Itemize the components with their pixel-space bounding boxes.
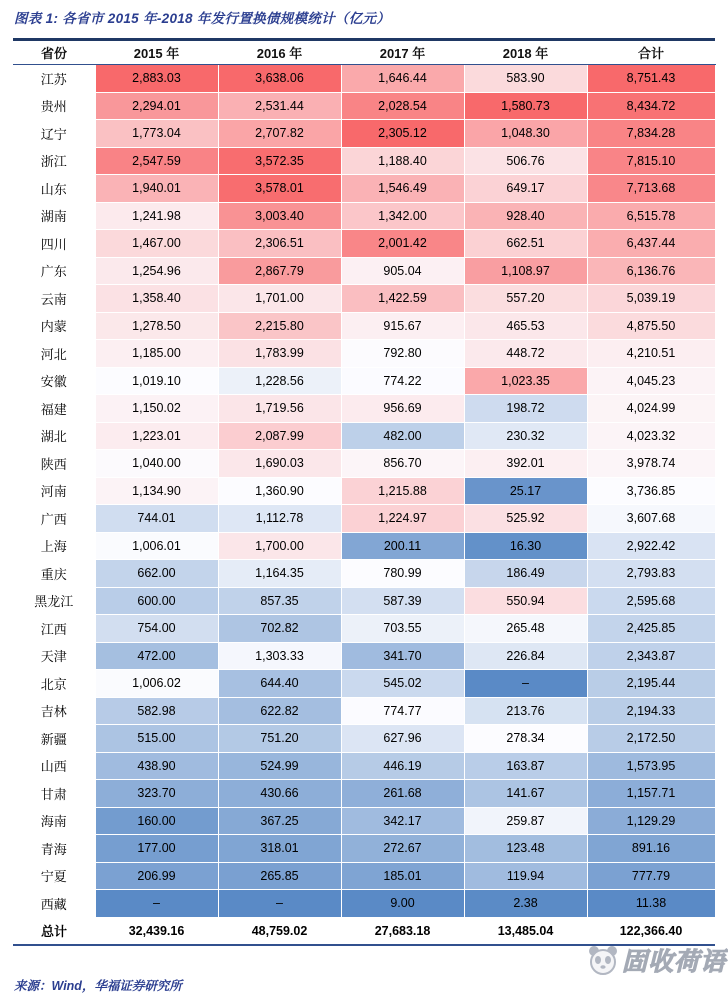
value-cell: 2,793.83 xyxy=(587,560,715,588)
value-cell: 2,172.50 xyxy=(587,725,715,753)
value-cell: 506.76 xyxy=(464,147,587,175)
value-cell: 32,439.16 xyxy=(95,917,218,945)
value-cell: 1,108.97 xyxy=(464,257,587,285)
value-cell: 2,194.33 xyxy=(587,697,715,725)
value-cell: 891.16 xyxy=(587,835,715,863)
value-cell: 2.38 xyxy=(464,890,587,918)
value-cell: 4,024.99 xyxy=(587,395,715,423)
value-cell: 774.77 xyxy=(341,697,464,725)
value-cell: 323.70 xyxy=(95,780,218,808)
value-cell: 792.80 xyxy=(341,340,464,368)
column-header: 合计 xyxy=(587,40,715,65)
value-cell: 318.01 xyxy=(218,835,341,863)
value-cell: 3,003.40 xyxy=(218,202,341,230)
value-cell: 1,134.90 xyxy=(95,477,218,505)
province-cell: 山西 xyxy=(13,752,95,780)
value-cell: – xyxy=(464,670,587,698)
column-header: 2016 年 xyxy=(218,40,341,65)
value-cell: 3,736.85 xyxy=(587,477,715,505)
value-cell: 430.66 xyxy=(218,780,341,808)
value-cell: 4,875.50 xyxy=(587,312,715,340)
value-cell: 2,215.80 xyxy=(218,312,341,340)
province-cell: 上海 xyxy=(13,532,95,560)
value-cell: 702.82 xyxy=(218,615,341,643)
value-cell: 1,157.71 xyxy=(587,780,715,808)
value-cell: 644.40 xyxy=(218,670,341,698)
watermark xyxy=(585,942,726,978)
value-cell: 1,690.03 xyxy=(218,450,341,478)
value-cell: 6,437.44 xyxy=(587,230,715,258)
value-cell: 1,278.50 xyxy=(95,312,218,340)
province-cell: 甘肃 xyxy=(13,780,95,808)
province-cell: 内蒙 xyxy=(13,312,95,340)
province-cell: 总计 xyxy=(13,917,95,945)
value-cell: 261.68 xyxy=(341,780,464,808)
value-cell: 857.35 xyxy=(218,587,341,615)
value-cell: 1,254.96 xyxy=(95,257,218,285)
value-cell: 3,978.74 xyxy=(587,450,715,478)
table-row xyxy=(13,395,715,423)
value-cell: 1,303.33 xyxy=(218,642,341,670)
province-cell: 重庆 xyxy=(13,560,95,588)
table-row xyxy=(13,147,715,175)
table-row xyxy=(13,230,715,258)
value-cell: 1,228.56 xyxy=(218,367,341,395)
value-cell: 2,922.42 xyxy=(587,532,715,560)
value-cell: 472.00 xyxy=(95,642,218,670)
value-cell: 465.53 xyxy=(464,312,587,340)
value-cell: 662.00 xyxy=(95,560,218,588)
value-cell: 3,578.01 xyxy=(218,175,341,203)
value-cell: 905.04 xyxy=(341,257,464,285)
province-cell: 贵州 xyxy=(13,92,95,120)
value-cell: 163.87 xyxy=(464,752,587,780)
value-cell: 177.00 xyxy=(95,835,218,863)
value-cell: 751.20 xyxy=(218,725,341,753)
value-cell: 186.49 xyxy=(464,560,587,588)
value-cell: 1,223.01 xyxy=(95,422,218,450)
province-cell: 安徽 xyxy=(13,367,95,395)
value-cell: 141.67 xyxy=(464,780,587,808)
value-cell: 1,467.00 xyxy=(95,230,218,258)
value-cell: 1,940.01 xyxy=(95,175,218,203)
value-cell: 1,783.99 xyxy=(218,340,341,368)
value-cell: 438.90 xyxy=(95,752,218,780)
value-cell: 213.76 xyxy=(464,697,587,725)
value-cell: 272.67 xyxy=(341,835,464,863)
table-row xyxy=(13,807,715,835)
value-cell: 7,834.28 xyxy=(587,120,715,148)
panda-logo-icon xyxy=(585,944,621,977)
province-cell: 广西 xyxy=(13,505,95,533)
value-cell: 278.34 xyxy=(464,725,587,753)
column-header: 2017 年 xyxy=(341,40,464,65)
value-cell: 1,150.02 xyxy=(95,395,218,423)
value-cell: 2,547.59 xyxy=(95,147,218,175)
value-cell: 3,638.06 xyxy=(218,65,341,93)
value-cell: 1,360.90 xyxy=(218,477,341,505)
value-cell: 200.11 xyxy=(341,532,464,560)
value-cell: 622.82 xyxy=(218,697,341,725)
value-cell: 956.69 xyxy=(341,395,464,423)
value-cell: 1,646.44 xyxy=(341,65,464,93)
table-row xyxy=(13,477,715,505)
value-cell: 627.96 xyxy=(341,725,464,753)
value-cell: 4,210.51 xyxy=(587,340,715,368)
table-row xyxy=(13,697,715,725)
value-cell: 1,188.40 xyxy=(341,147,464,175)
value-cell: 2,087.99 xyxy=(218,422,341,450)
figure-title: 图表 1: 各省市 2015 年-2018 年发行置换债规模统计（亿元） xyxy=(14,11,391,26)
province-cell: 福建 xyxy=(13,395,95,423)
value-cell: 744.01 xyxy=(95,505,218,533)
value-cell: 27,683.18 xyxy=(341,917,464,945)
value-cell: – xyxy=(218,890,341,918)
table-row xyxy=(13,120,715,148)
value-cell: 2,028.54 xyxy=(341,92,464,120)
table-row xyxy=(13,202,715,230)
value-cell: 160.00 xyxy=(95,807,218,835)
value-cell: 928.40 xyxy=(464,202,587,230)
value-cell: 392.01 xyxy=(464,450,587,478)
value-cell: 550.94 xyxy=(464,587,587,615)
value-cell: 265.48 xyxy=(464,615,587,643)
province-cell: 湖南 xyxy=(13,202,95,230)
value-cell: 780.99 xyxy=(341,560,464,588)
value-cell: 1,241.98 xyxy=(95,202,218,230)
value-cell: 2,425.85 xyxy=(587,615,715,643)
province-cell: 陕西 xyxy=(13,450,95,478)
value-cell: 13,485.04 xyxy=(464,917,587,945)
value-cell: 1,701.00 xyxy=(218,285,341,313)
table-row xyxy=(13,175,715,203)
value-cell: 9.00 xyxy=(341,890,464,918)
table-row xyxy=(13,340,715,368)
value-cell: 1,773.04 xyxy=(95,120,218,148)
value-cell: 1,023.35 xyxy=(464,367,587,395)
watermark-text: 固收荷语 xyxy=(621,948,726,976)
value-cell: 3,607.68 xyxy=(587,505,715,533)
value-cell: 448.72 xyxy=(464,340,587,368)
table-row xyxy=(13,642,715,670)
table-row xyxy=(13,835,715,863)
province-cell: 广东 xyxy=(13,257,95,285)
province-cell: 吉林 xyxy=(13,697,95,725)
value-cell: 600.00 xyxy=(95,587,218,615)
value-cell: 2,305.12 xyxy=(341,120,464,148)
value-cell: 16.30 xyxy=(464,532,587,560)
province-cell: 新疆 xyxy=(13,725,95,753)
table-row xyxy=(13,532,715,560)
value-cell: 1,573.95 xyxy=(587,752,715,780)
value-cell: 777.79 xyxy=(587,862,715,890)
table-row xyxy=(13,257,715,285)
table-row xyxy=(13,752,715,780)
value-cell: – xyxy=(95,890,218,918)
source-note: 来源：Wind，华福证券研究所 xyxy=(14,979,182,993)
table-header xyxy=(13,40,715,65)
value-cell: 259.87 xyxy=(464,807,587,835)
value-cell: 265.85 xyxy=(218,862,341,890)
province-cell: 山东 xyxy=(13,175,95,203)
table-body xyxy=(13,65,715,946)
value-cell: 342.17 xyxy=(341,807,464,835)
value-cell: 122,366.40 xyxy=(587,917,715,945)
province-cell: 黑龙江 xyxy=(13,587,95,615)
value-cell: 4,045.23 xyxy=(587,367,715,395)
value-cell: 1,422.59 xyxy=(341,285,464,313)
table-row xyxy=(13,615,715,643)
value-cell: 662.51 xyxy=(464,230,587,258)
value-cell: 649.17 xyxy=(464,175,587,203)
value-cell: 5,039.19 xyxy=(587,285,715,313)
province-cell: 江西 xyxy=(13,615,95,643)
province-cell: 辽宁 xyxy=(13,120,95,148)
value-cell: 856.70 xyxy=(341,450,464,478)
value-cell: 1,215.88 xyxy=(341,477,464,505)
province-cell: 云南 xyxy=(13,285,95,313)
value-cell: 1,185.00 xyxy=(95,340,218,368)
table-row xyxy=(13,450,715,478)
table-row xyxy=(13,367,715,395)
table-row xyxy=(13,285,715,313)
value-cell: 2,306.51 xyxy=(218,230,341,258)
table-row xyxy=(13,862,715,890)
table-row xyxy=(13,587,715,615)
province-cell: 江苏 xyxy=(13,65,95,93)
province-cell: 浙江 xyxy=(13,147,95,175)
value-cell: 226.84 xyxy=(464,642,587,670)
value-cell: 2,707.82 xyxy=(218,120,341,148)
value-cell: 446.19 xyxy=(341,752,464,780)
value-cell: 7,815.10 xyxy=(587,147,715,175)
table-row xyxy=(13,505,715,533)
province-cell: 西藏 xyxy=(13,890,95,918)
province-cell: 天津 xyxy=(13,642,95,670)
value-cell: 703.55 xyxy=(341,615,464,643)
province-cell: 湖北 xyxy=(13,422,95,450)
value-cell: 2,343.87 xyxy=(587,642,715,670)
value-cell: 1,164.35 xyxy=(218,560,341,588)
value-cell: 2,294.01 xyxy=(95,92,218,120)
value-cell: 6,136.76 xyxy=(587,257,715,285)
column-header: 省份 xyxy=(13,40,95,65)
table-row xyxy=(13,312,715,340)
table-row xyxy=(13,725,715,753)
value-cell: 587.39 xyxy=(341,587,464,615)
value-cell: 1,358.40 xyxy=(95,285,218,313)
table-row xyxy=(13,65,715,93)
table-row xyxy=(13,890,715,918)
value-cell: 2,883.03 xyxy=(95,65,218,93)
table-row xyxy=(13,422,715,450)
value-cell: 2,867.79 xyxy=(218,257,341,285)
value-cell: 545.02 xyxy=(341,670,464,698)
table-row xyxy=(13,560,715,588)
value-cell: 25.17 xyxy=(464,477,587,505)
value-cell: 8,751.43 xyxy=(587,65,715,93)
value-cell: 1,342.00 xyxy=(341,202,464,230)
value-cell: 367.25 xyxy=(218,807,341,835)
value-cell: 48,759.02 xyxy=(218,917,341,945)
province-cell: 四川 xyxy=(13,230,95,258)
value-cell: 774.22 xyxy=(341,367,464,395)
value-cell: 206.99 xyxy=(95,862,218,890)
province-cell: 宁夏 xyxy=(13,862,95,890)
value-cell: 1,700.00 xyxy=(218,532,341,560)
value-cell: 1,129.29 xyxy=(587,807,715,835)
value-cell: 198.72 xyxy=(464,395,587,423)
heatmap-table xyxy=(13,38,716,946)
value-cell: 524.99 xyxy=(218,752,341,780)
column-header: 2015 年 xyxy=(95,40,218,65)
value-cell: 754.00 xyxy=(95,615,218,643)
value-cell: 1,224.97 xyxy=(341,505,464,533)
value-cell: 1,546.49 xyxy=(341,175,464,203)
value-cell: 1,580.73 xyxy=(464,92,587,120)
value-cell: 1,006.02 xyxy=(95,670,218,698)
value-cell: 482.00 xyxy=(341,422,464,450)
value-cell: 230.32 xyxy=(464,422,587,450)
header-row xyxy=(13,40,715,65)
total-row xyxy=(13,917,715,945)
value-cell: 4,023.32 xyxy=(587,422,715,450)
column-header: 2018 年 xyxy=(464,40,587,65)
value-cell: 3,572.35 xyxy=(218,147,341,175)
province-cell: 海南 xyxy=(13,807,95,835)
value-cell: 525.92 xyxy=(464,505,587,533)
province-cell: 河北 xyxy=(13,340,95,368)
value-cell: 1,019.10 xyxy=(95,367,218,395)
table-row xyxy=(13,670,715,698)
value-cell: 8,434.72 xyxy=(587,92,715,120)
value-cell: 123.48 xyxy=(464,835,587,863)
value-cell: 1,006.01 xyxy=(95,532,218,560)
value-cell: 1,048.30 xyxy=(464,120,587,148)
value-cell: 6,515.78 xyxy=(587,202,715,230)
value-cell: 1,719.56 xyxy=(218,395,341,423)
value-cell: 341.70 xyxy=(341,642,464,670)
table-row xyxy=(13,780,715,808)
value-cell: 2,531.44 xyxy=(218,92,341,120)
value-cell: 119.94 xyxy=(464,862,587,890)
value-cell: 11.38 xyxy=(587,890,715,918)
value-cell: 1,112.78 xyxy=(218,505,341,533)
province-cell: 河南 xyxy=(13,477,95,505)
value-cell: 2,001.42 xyxy=(341,230,464,258)
value-cell: 185.01 xyxy=(341,862,464,890)
value-cell: 2,595.68 xyxy=(587,587,715,615)
table-row xyxy=(13,92,715,120)
value-cell: 915.67 xyxy=(341,312,464,340)
value-cell: 1,040.00 xyxy=(95,450,218,478)
value-cell: 2,195.44 xyxy=(587,670,715,698)
value-cell: 515.00 xyxy=(95,725,218,753)
value-cell: 7,713.68 xyxy=(587,175,715,203)
province-cell: 北京 xyxy=(13,670,95,698)
value-cell: 582.98 xyxy=(95,697,218,725)
value-cell: 583.90 xyxy=(464,65,587,93)
value-cell: 557.20 xyxy=(464,285,587,313)
province-cell: 青海 xyxy=(13,835,95,863)
